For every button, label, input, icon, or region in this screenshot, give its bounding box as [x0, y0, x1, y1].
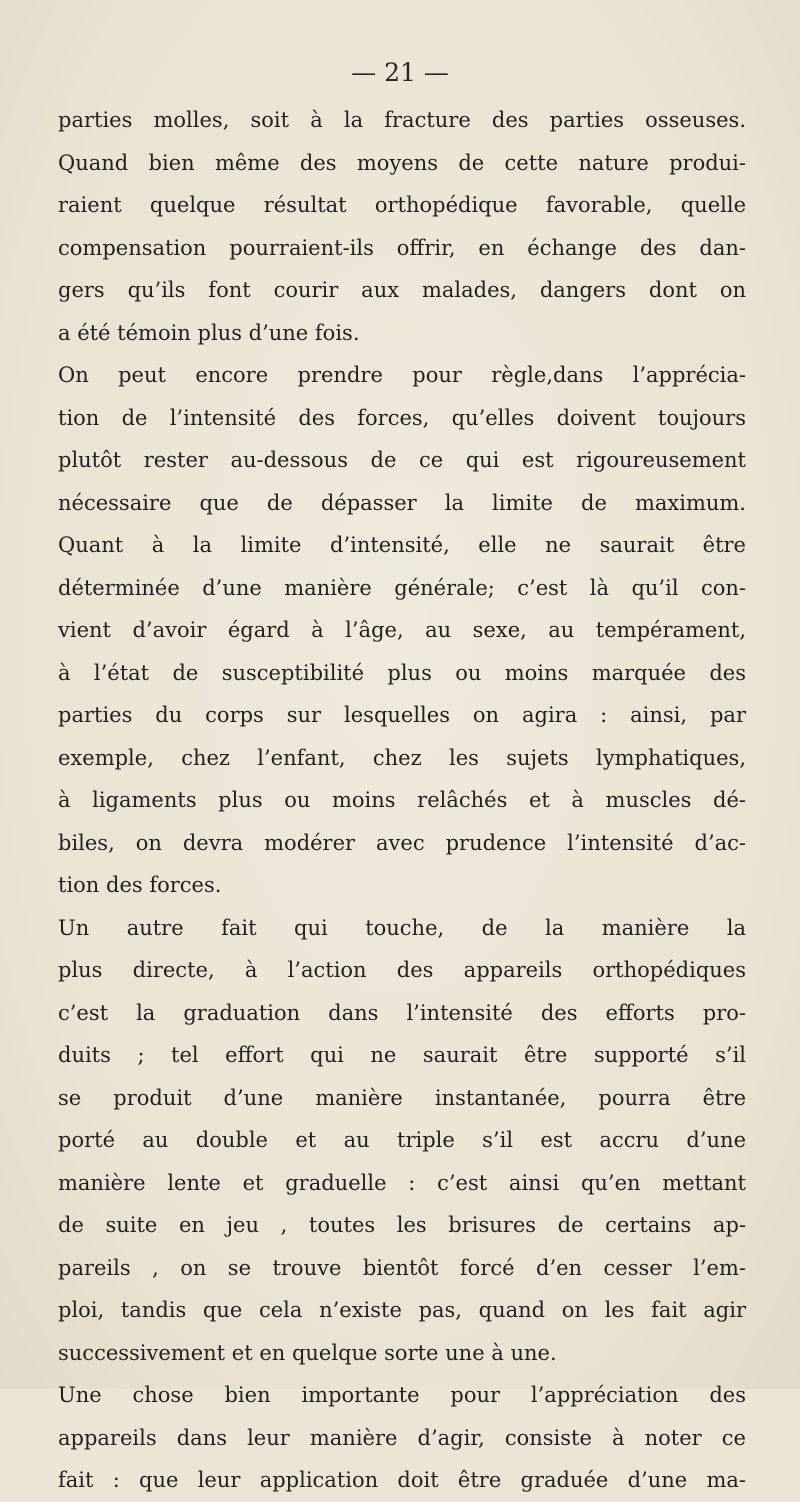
- text-line: tion de l’intensité des forces, qu’elles doivent toujours: [58, 405, 746, 430]
- text-line: fait : que leur application doit être graduée d’une ma-: [58, 1468, 746, 1492]
- text-line: de suite en jeu , toutes les brisures de certains ap-: [58, 1213, 746, 1237]
- text-line: pareils , on se trouve bientôt forcé d’en cesser l’em-: [58, 1255, 746, 1280]
- text-line: Une chose bien importante pour l’appréciation des: [58, 1383, 746, 1407]
- text-line: On peut encore prendre pour règle,dans l’apprécia-: [58, 363, 746, 387]
- text-line: Quand bien même des moyens de cette nature produi-: [58, 150, 746, 175]
- text-line: raient quelque résultat orthopédique favorable, quelle: [58, 193, 746, 217]
- body-text: [58, 99, 746, 1502]
- text-line: déterminée d’une manière générale; c’est là qu’il con-: [58, 575, 746, 600]
- text-line: à ligaments plus ou moins relâchés et à muscles dé-: [58, 788, 746, 812]
- text-line: se produit d’une manière instantanée, pourra être: [58, 1085, 746, 1110]
- text-line: plus directe, à l’action des appareils orthopédiques: [58, 958, 746, 982]
- text-line: a été témoin plus d’une fois.: [58, 320, 360, 345]
- text-line: parties molles, soit à la fracture des parties osseuses.: [58, 108, 746, 132]
- text-line: nécessaire que de dépasser la limite de maximum.: [58, 490, 746, 515]
- text-line: à l’état de susceptibilité plus ou moins marquée des: [58, 660, 746, 685]
- text-line: ploi, tandis que cela n’existe pas, quand on les fait agir: [58, 1298, 746, 1322]
- text-line: vient d’avoir égard à l’âge, au sexe, au tempérament,: [58, 618, 746, 642]
- text-line: appareils dans leur manière d’agir, consiste à noter ce: [58, 1425, 746, 1450]
- text-line: c’est la graduation dans l’intensité des efforts pro-: [58, 1000, 746, 1025]
- text-line: gers qu’ils font courir aux malades, dangers dont on: [58, 278, 746, 302]
- text-line: duits ; tel effort qui ne saurait être supporté s’il: [58, 1043, 746, 1067]
- text-line: Un autre fait qui touche, de la manière la: [58, 915, 746, 940]
- text-line: tion des forces.: [58, 873, 222, 897]
- text-line: exemple, chez l’enfant, chez les sujets lymphatiques,: [58, 745, 746, 770]
- text-line: compensation pourraient-ils offrir, en échange des dan-: [58, 235, 746, 260]
- text-line: biles, on devra modérer avec prudence l’intensité d’ac-: [58, 830, 746, 855]
- page-number: — 21 —: [351, 58, 449, 87]
- text-line: Quant à la limite d’intensité, elle ne saurait être: [58, 533, 746, 557]
- text-line: parties du corps sur lesquelles on agira : ainsi, par: [58, 703, 746, 727]
- text-line: successivement et en quelque sorte une à une.: [58, 1340, 557, 1365]
- text-line: manière lente et graduelle : c’est ainsi qu’en mettant: [58, 1170, 746, 1195]
- text-line: plutôt rester au-dessous de ce qui est rigoureusement: [58, 448, 746, 472]
- text-line: porté au double et au triple s’il est accru d’une: [58, 1128, 746, 1152]
